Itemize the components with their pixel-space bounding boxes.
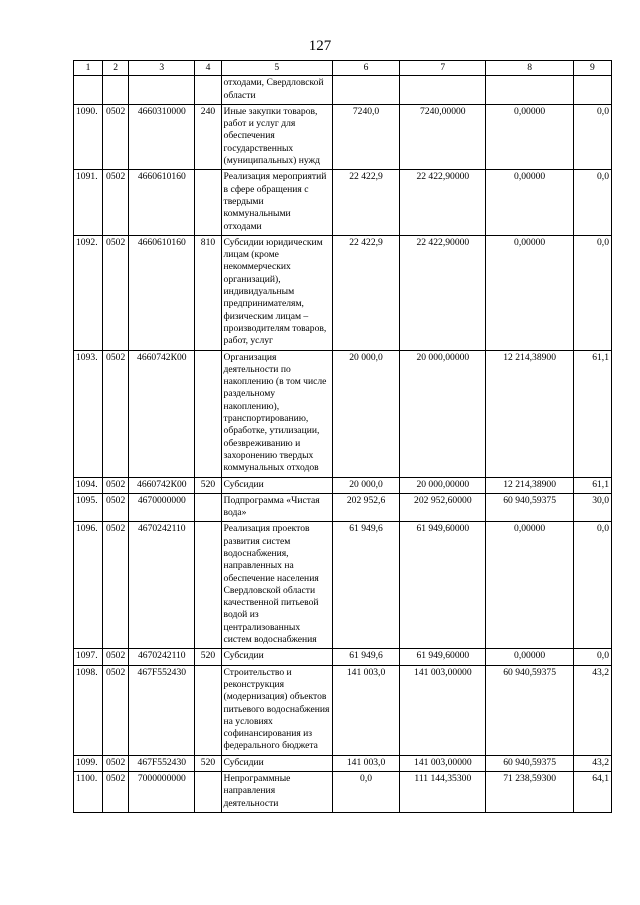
item-name: Субсидии: [221, 477, 332, 493]
item-name: Реализация мероприятий в сфере обращения с твердыми коммунальными отходами: [221, 170, 332, 235]
executed-amount: 60 940,59375: [486, 665, 573, 755]
target-article-code: 467F552430: [129, 665, 195, 755]
budget-table: [73, 60, 612, 813]
row-number: [74, 76, 103, 105]
expense-type-code: [195, 522, 221, 649]
planned-amount: 20 000,0: [332, 477, 399, 493]
expense-type-code: [195, 493, 221, 522]
execution-percent: 43,2: [573, 665, 611, 755]
adjusted-amount: 20 000,00000: [400, 350, 486, 477]
row-number: 1096.: [74, 522, 103, 649]
target-article-code: 467F552430: [129, 755, 195, 771]
row-number: 1092.: [74, 235, 103, 350]
table-row: [74, 649, 612, 665]
item-name: Реализация проектов развития систем водоснабжения, направленных на обеспечение населения Свердловской области качественной питьевой водой из централизованных систем водоснабжения: [221, 522, 332, 649]
item-name: Субсидии: [221, 755, 332, 771]
planned-amount: 61 949,6: [332, 522, 399, 649]
expense-type-code: [195, 665, 221, 755]
planned-amount: 7240,0: [332, 104, 399, 169]
row-number: 1091.: [74, 170, 103, 235]
planned-amount: 141 003,0: [332, 665, 399, 755]
target-article-code: 4670000000: [129, 493, 195, 522]
column-header: 9: [573, 61, 611, 76]
planned-amount: 61 949,6: [332, 649, 399, 665]
execution-percent: 0,0: [573, 170, 611, 235]
section-code: 0502: [103, 235, 129, 350]
adjusted-amount: 20 000,00000: [400, 477, 486, 493]
row-number: 1090.: [74, 104, 103, 169]
executed-amount: 12 214,38900: [486, 477, 573, 493]
adjusted-amount: 22 422,90000: [400, 170, 486, 235]
expense-type-code: [195, 772, 221, 813]
table-row: [74, 76, 612, 105]
table-row: [74, 772, 612, 813]
execution-percent: 61,1: [573, 350, 611, 477]
execution-percent: 64,1: [573, 772, 611, 813]
column-header: 7: [400, 61, 486, 76]
table-body: [74, 76, 612, 813]
row-number: 1093.: [74, 350, 103, 477]
target-article-code: 4660610160: [129, 170, 195, 235]
execution-percent: 43,2: [573, 755, 611, 771]
executed-amount: 0,00000: [486, 170, 573, 235]
section-code: 0502: [103, 170, 129, 235]
expense-type-code: 520: [195, 649, 221, 665]
expense-type-code: [195, 76, 221, 105]
execution-percent: 0,0: [573, 649, 611, 665]
execution-percent: 30,0: [573, 493, 611, 522]
planned-amount: 20 000,0: [332, 350, 399, 477]
section-code: 0502: [103, 755, 129, 771]
adjusted-amount: 61 949,60000: [400, 649, 486, 665]
column-header: 2: [103, 61, 129, 76]
expense-type-code: [195, 170, 221, 235]
table-row: [74, 235, 612, 350]
section-code: 0502: [103, 772, 129, 813]
planned-amount: 141 003,0: [332, 755, 399, 771]
executed-amount: 0,00000: [486, 235, 573, 350]
executed-amount: 0,00000: [486, 104, 573, 169]
row-number: 1097.: [74, 649, 103, 665]
table-row: [74, 104, 612, 169]
adjusted-amount: [400, 76, 486, 105]
item-name: Субсидии: [221, 649, 332, 665]
adjusted-amount: 141 003,00000: [400, 755, 486, 771]
row-number: 1098.: [74, 665, 103, 755]
target-article-code: 4660742К00: [129, 350, 195, 477]
row-number: 1094.: [74, 477, 103, 493]
section-code: 0502: [103, 522, 129, 649]
expense-type-code: [195, 350, 221, 477]
section-code: [103, 76, 129, 105]
section-code: 0502: [103, 104, 129, 169]
executed-amount: 0,00000: [486, 649, 573, 665]
executed-amount: 60 940,59375: [486, 755, 573, 771]
table-row: [74, 522, 612, 649]
table-header-row: [74, 61, 612, 76]
page-number: 127: [308, 38, 332, 54]
adjusted-amount: 22 422,90000: [400, 235, 486, 350]
item-name: Субсидии юридическим лицам (кроме некоммерческих организаций), индивидуальным предпринимателям, физическим лицам – производителям товаров, работ, услуг: [221, 235, 332, 350]
table-row: [74, 170, 612, 235]
section-code: 0502: [103, 665, 129, 755]
row-number: 1100.: [74, 772, 103, 813]
item-name: Организация деятельности по накоплению (в том числе раздельному накоплению), транспортированию, обработке, утилизации, обезвреживанию и захоронению твердых коммунальных отходов: [221, 350, 332, 477]
target-article-code: 4670242110: [129, 649, 195, 665]
adjusted-amount: 141 003,00000: [400, 665, 486, 755]
section-code: 0502: [103, 350, 129, 477]
column-header: 1: [74, 61, 103, 76]
table-row: [74, 665, 612, 755]
section-code: 0502: [103, 477, 129, 493]
target-article-code: 7000000000: [129, 772, 195, 813]
target-article-code: 4660742К00: [129, 477, 195, 493]
target-article-code: 4660610160: [129, 235, 195, 350]
execution-percent: 0,0: [573, 235, 611, 350]
execution-percent: 0,0: [573, 522, 611, 649]
target-article-code: 4670242110: [129, 522, 195, 649]
item-name: Строительство и реконструкция (модернизация) объектов питьевого водоснабжения на условиях софинансирования из федерального бюджета: [221, 665, 332, 755]
expense-type-code: 240: [195, 104, 221, 169]
column-header: 6: [332, 61, 399, 76]
executed-amount: [486, 76, 573, 105]
target-article-code: 4660310000: [129, 104, 195, 169]
executed-amount: 60 940,59375: [486, 493, 573, 522]
section-code: 0502: [103, 649, 129, 665]
executed-amount: 12 214,38900: [486, 350, 573, 477]
expense-type-code: 520: [195, 477, 221, 493]
column-header: 3: [129, 61, 195, 76]
planned-amount: 0,0: [332, 772, 399, 813]
adjusted-amount: 202 952,60000: [400, 493, 486, 522]
table-row: [74, 477, 612, 493]
item-name: Непрограммные направления деятельности: [221, 772, 332, 813]
adjusted-amount: 111 144,35300: [400, 772, 486, 813]
table-row: [74, 493, 612, 522]
target-article-code: [129, 76, 195, 105]
table-row: [74, 755, 612, 771]
row-number: 1095.: [74, 493, 103, 522]
execution-percent: 61,1: [573, 477, 611, 493]
executed-amount: 0,00000: [486, 522, 573, 649]
planned-amount: [332, 76, 399, 105]
adjusted-amount: 7240,00000: [400, 104, 486, 169]
expense-type-code: 520: [195, 755, 221, 771]
item-name: отходами, Свердловской области: [221, 76, 332, 105]
row-number: 1099.: [74, 755, 103, 771]
column-header: 5: [221, 61, 332, 76]
planned-amount: 22 422,9: [332, 170, 399, 235]
adjusted-amount: 61 949,60000: [400, 522, 486, 649]
execution-percent: 0,0: [573, 104, 611, 169]
section-code: 0502: [103, 493, 129, 522]
executed-amount: 71 238,59300: [486, 772, 573, 813]
planned-amount: 22 422,9: [332, 235, 399, 350]
execution-percent: [573, 76, 611, 105]
table-row: [74, 350, 612, 477]
item-name: Иные закупки товаров, работ и услуг для обеспечения государственных (муниципальных) нужд: [221, 104, 332, 169]
column-header: 4: [195, 61, 221, 76]
item-name: Подпрограмма «Чистая вода»: [221, 493, 332, 522]
column-header: 8: [486, 61, 573, 76]
expense-type-code: 810: [195, 235, 221, 350]
planned-amount: 202 952,6: [332, 493, 399, 522]
